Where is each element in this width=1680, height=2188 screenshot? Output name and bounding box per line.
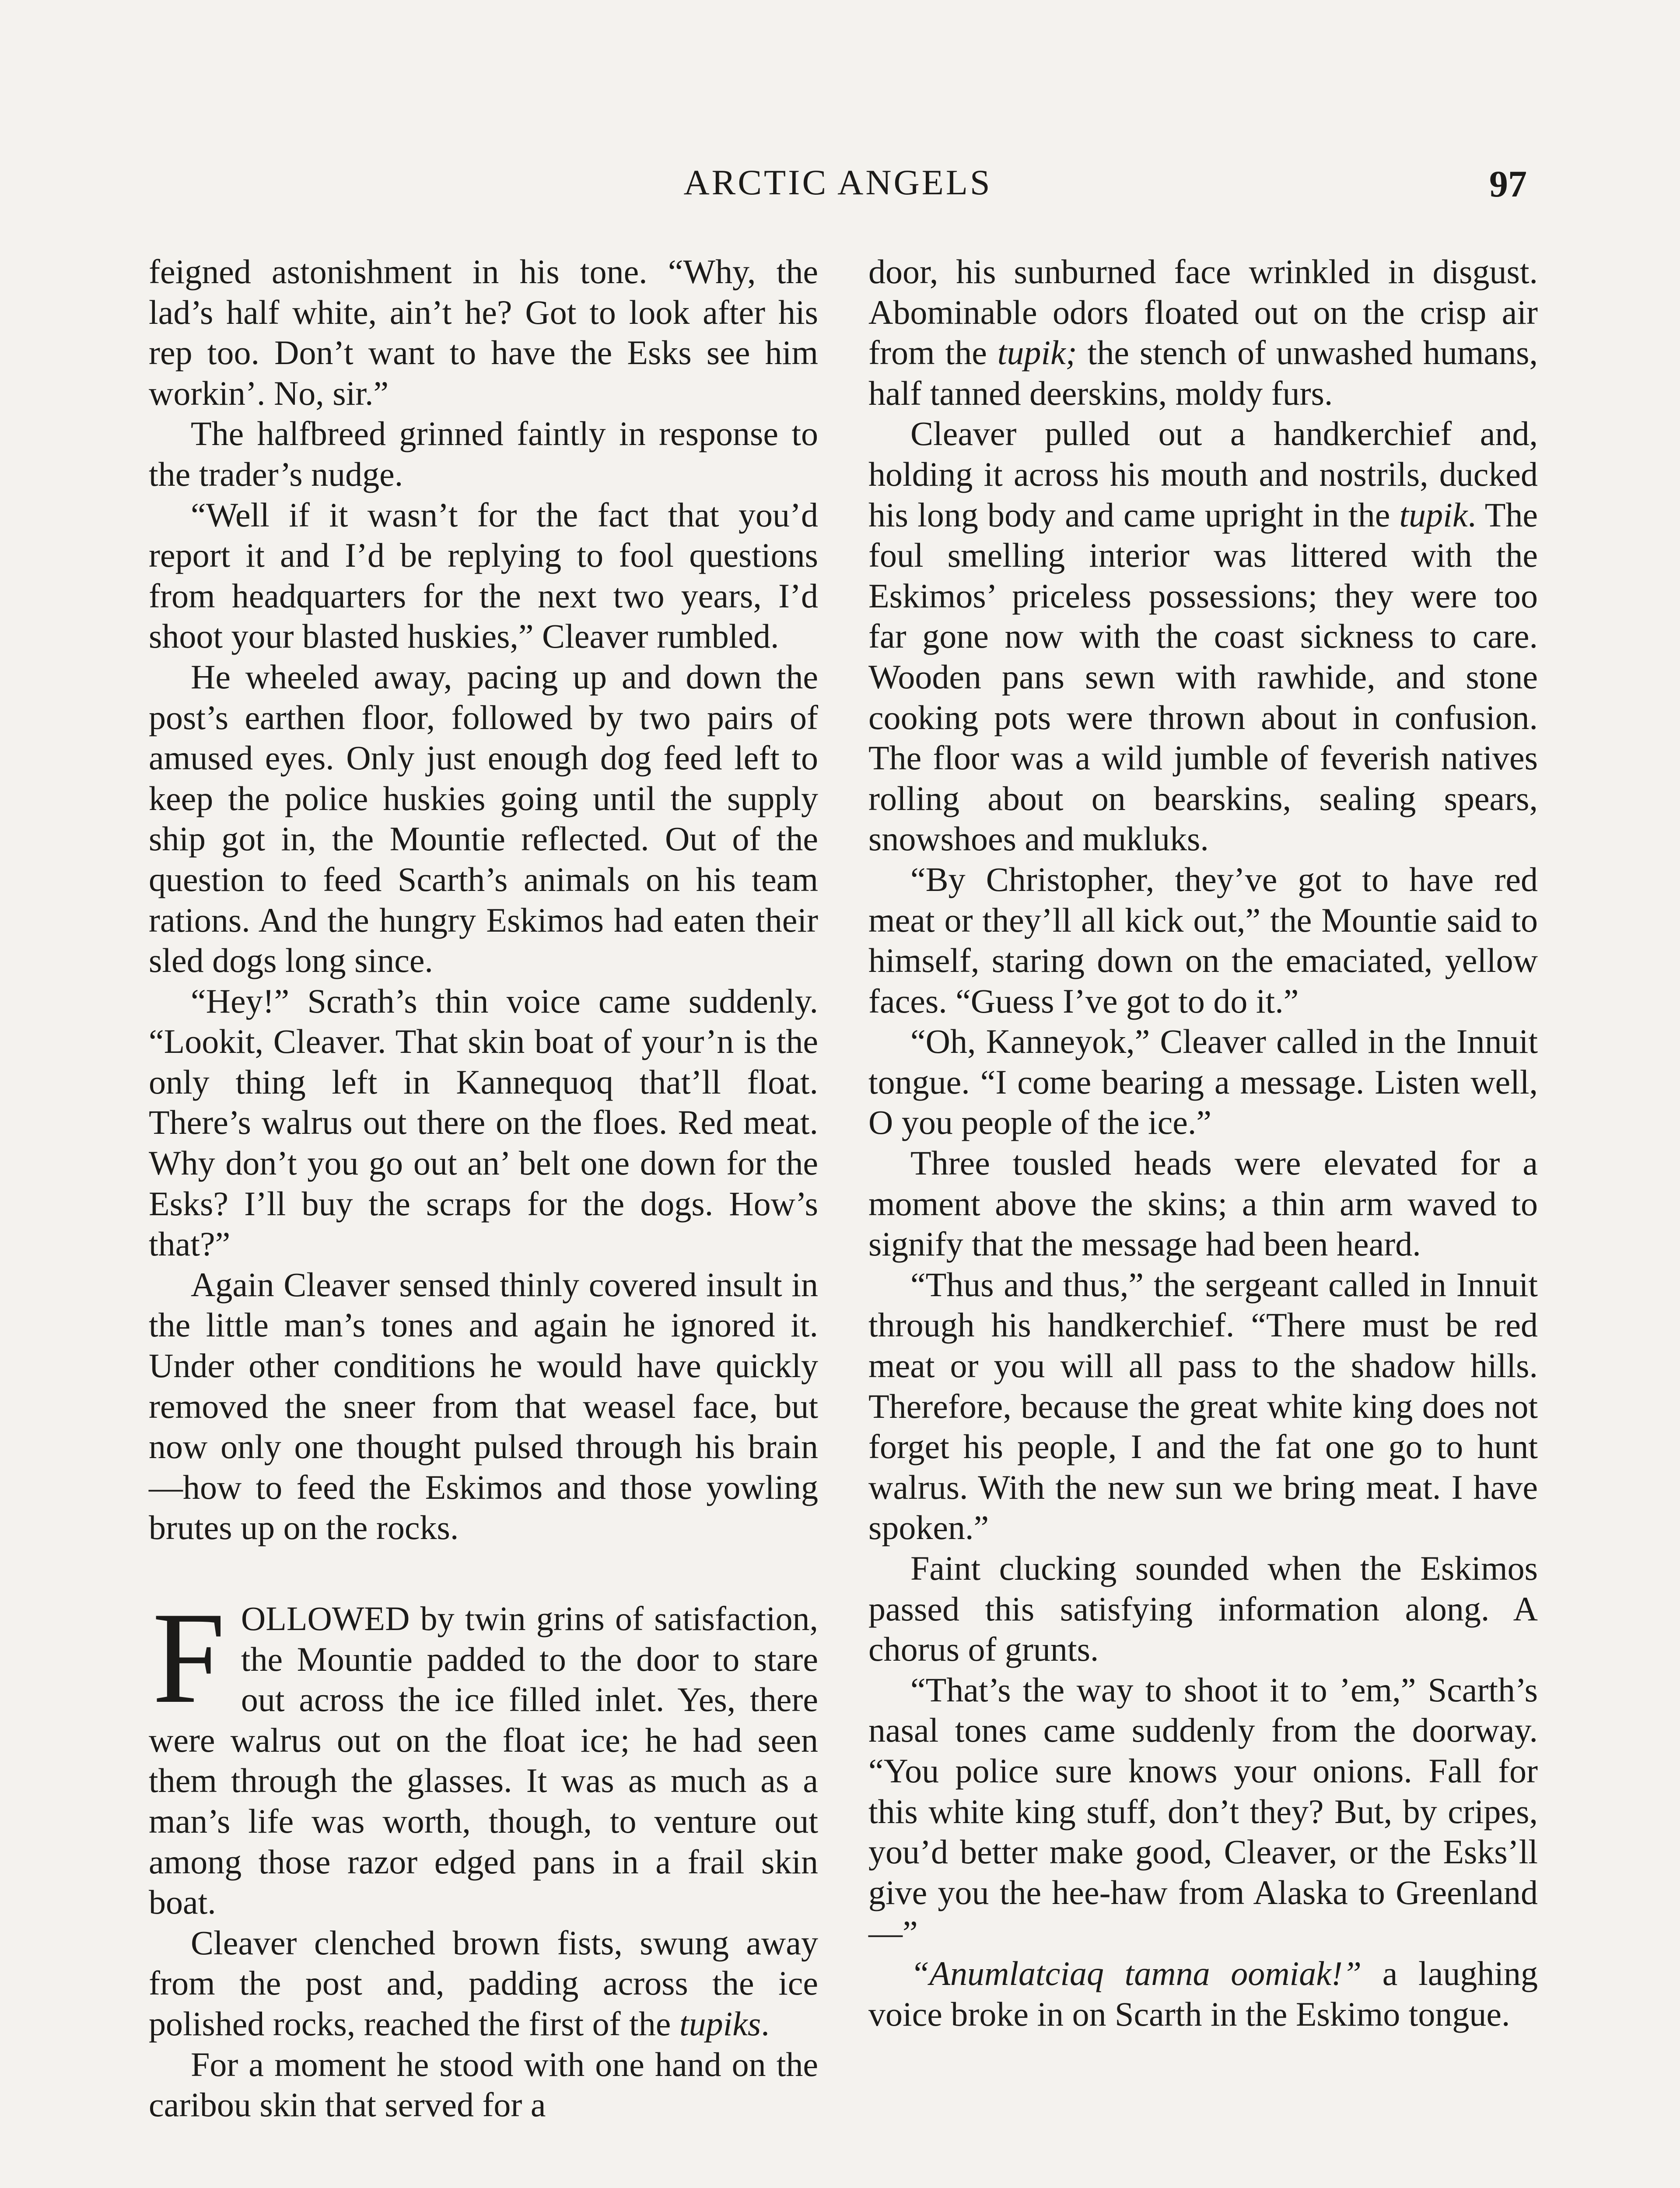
- paragraph-text: .: [761, 2004, 770, 2043]
- paragraph-text: Cleaver pulled out a handkerchief and, holding it across his mouth and nostrils, ducked his long body and came upright in the: [868, 414, 1538, 534]
- page-header: [149, 162, 1527, 210]
- italic-word: tupik;: [997, 333, 1077, 372]
- paragraph: [868, 252, 1538, 414]
- section-opening-paragraph: [149, 1585, 818, 1923]
- paragraph: Faint clucking sounded when the Eskimos passed this satisfying information along. A chorus of grunts.: [868, 1549, 1538, 1669]
- paragraph: He wheeled away, pacing up and down the post’s earthen floor, followed by two pairs of amused eyes. Only just enough dog feed left to keep the police huskies going until the supply ship got in, the Mountie reflected. Out of the question to feed Scarth’s animals on his team rations. And the hungry Eskimos had eaten their sled dogs long since.: [149, 657, 818, 980]
- italic-word: tupiks: [679, 2004, 761, 2043]
- paragraph-text: a laughing voice broke in on Scarth in the Eskimo tongue.: [868, 1954, 1538, 2033]
- paragraph-text: Cleaver clenched brown fists, swung away from the post and, padding across the ice polished rocks, reached the first of the: [149, 1923, 818, 2043]
- paragraph: “Thus and thus,” the sergeant called in Innuit through his handkerchief. “There must be red meat or you will all pass to the shadow hills. Therefore, because the great white king does not forget his people, I and the fat one go to hunt walrus. With the new sun we bring meat. I have spoken.”: [868, 1265, 1538, 1547]
- paragraph: “That’s the way to shoot it to ’em,” Scarth’s nasal tones came suddenly from the doorway. “You police sure knows your onions. Fall for this white king stuff, don’t they? But, by cripes, you’d better make good, Cleaver, or the Esks’ll give you the hee-haw from Alaska to Greenland—”: [868, 1670, 1538, 1952]
- paragraph: For a moment he stood with one hand on the caribou skin that served for a: [149, 2045, 818, 2124]
- paragraph-text: by twin grins of satisfaction, the Mountie padded to the door to stare out across the ice filled inlet. Yes, there were walrus out on the float ice; he had seen them through the glasses. It was as much as a man’s life was worth, though, to venture out among those razor edged pans in a frail skin boat.: [149, 1599, 818, 1922]
- paragraph: [868, 414, 1538, 859]
- paragraph: “By Christopher, they’ve got to have red meat or they’ll all kick out,” the Mountie said to himself, staring down on the emaciated, yellow faces. “Guess I’ve got to do it.”: [868, 860, 1538, 1020]
- paragraph: Again Cleaver sensed thinly covered insult in the little man’s tones and again he ignored it. Under other conditions he would have quickly removed the sneer from that weasel face, but now only one thought pulsed through his brain—how to feed the Eskimos and those yowling brutes up on the rocks.: [149, 1265, 818, 1547]
- paragraph: [149, 1923, 818, 2044]
- paragraph: [868, 1953, 1538, 2034]
- paragraph: Three tousled heads were elevated for a moment above the skins; a thin arm waved to signify that the message had been heard.: [868, 1144, 1538, 1263]
- small-caps-lead: OLLOWED: [241, 1599, 410, 1637]
- paragraph-text: . The foul smelling interior was littered with the Eskimos’ priceless possessions; they were too far gone now with the coast sickness to care. Wooden pans sewn with rawhide, and stone cooking pots were thrown about in confusion. The floor was a wild jumble of feverish natives rolling about on bearskins, sealing spears, snowshoes and mukluks.: [868, 495, 1538, 858]
- page-number: 97: [1489, 163, 1527, 205]
- left-column: [149, 252, 818, 2125]
- paragraph: “Hey!” Scrath’s thin voice came suddenly. “Lookit, Cleaver. That skin boat of your’n is the only thing left in Kannequoq that’ll float. There’s walrus out there on the floes. Red meat. Why don’t you go out an’ belt one down for the Esks? I’ll buy the scraps for the dogs. How’s that?”: [149, 982, 818, 1263]
- paragraph: feigned astonishment in his tone. “Why, the lad’s half white, ain’t he? Got to look after his rep too. Don’t want to have the Esks see him workin’. No, sir.”: [149, 252, 818, 412]
- running-title: ARCTIC ANGELS: [683, 162, 992, 202]
- paragraph: “Well if it wasn’t for the fact that you’d report it and I’d be replying to fool questions from headquarters for the next two years, I’d shoot your blasted huskies,” Cleaver rumbled.: [149, 495, 818, 656]
- paragraph-text: the stench of unwashed humans, half tanned deerskins, moldy furs.: [868, 333, 1538, 412]
- drop-cap: F: [152, 1585, 225, 1730]
- italic-phrase: “Anumlatciaq tamna oomiak!”: [910, 1954, 1362, 1992]
- paragraph: “Oh, Kanneyok,” Cleaver called in the Innuit tongue. “I come bearing a message. Listen well, O you people of the ice.”: [868, 1022, 1538, 1142]
- paragraph: The halfbreed grinned faintly in response to the trader’s nudge.: [149, 414, 818, 493]
- right-column: [868, 252, 1538, 2034]
- italic-word: tupik: [1399, 495, 1468, 534]
- paragraph-text: door, his sunburned face wrinkled in disgust. Abominable odors floated out on the crisp air from the: [868, 252, 1538, 372]
